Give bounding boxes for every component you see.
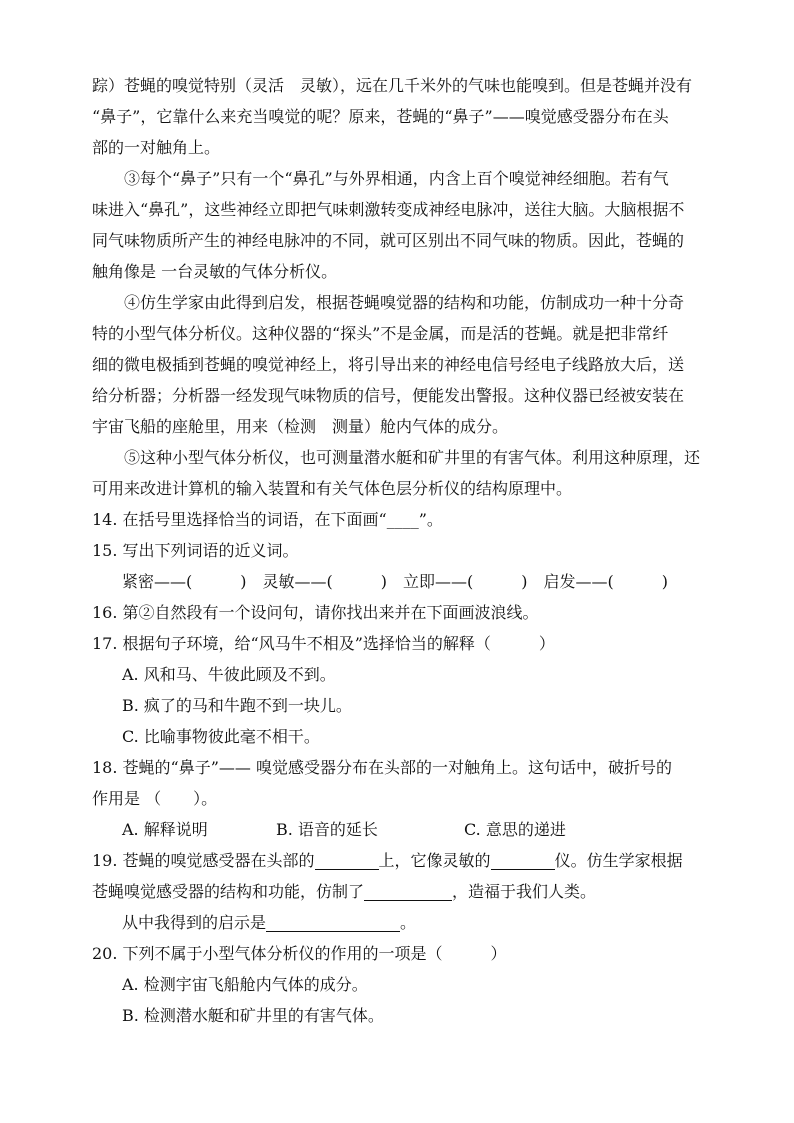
passage-line: 可用来改进计算机的输入装置和有关气体色层分析仪的结构原理中。 — [92, 479, 573, 498]
question-16: 16. 第②自然段有一个设问句，请你找出来并在下面画波浪线。 — [92, 603, 539, 622]
question-18-option-c: C. 意思的递进 — [464, 820, 566, 839]
question-19-cont — [92, 907, 706, 938]
answer-blank[interactable] — [315, 849, 379, 870]
passage-line: 细的微电极插到苍蝇的嗅觉神经上，将引导出来的神经电信号经电子线路放大后，送 — [92, 355, 685, 374]
question-19-text: 仪。仿生学家根据 — [554, 851, 683, 870]
question-20-option-b: B. 检测潜水艇和矿井里的有害气体。 — [122, 1006, 384, 1025]
question-19 — [92, 845, 706, 876]
question-18-option-b: B. 语音的延长 — [276, 820, 378, 839]
passage-line: 踪）苍蝇的嗅觉特别（灵活 灵敏），远在几千米外的气味也能嗅到。但是苍蝇并没有 — [92, 76, 693, 95]
passage-line: 味进入“鼻孔”，这些神经立即把气味刺激转变成神经电脉冲，送往大脑。大脑根据不 — [92, 200, 685, 219]
passage-line: ④仿生学家由此得到启发，根据苍蝇嗅觉器的结构和功能，仿制成功一种十分奇 — [124, 293, 685, 312]
question-14: 14. 在括号里选择恰当的词语，在下面画“____”。 — [92, 510, 443, 529]
question-19-text: 。 — [400, 913, 417, 932]
question-19-text: 苍蝇嗅觉感受器的结构和功能，仿制了 — [92, 882, 365, 901]
passage-line: 部的一对触角上。 — [92, 138, 221, 157]
passage-line: 宇宙飞船的座舱里，用来（检测 测量）舱内气体的成分。 — [92, 417, 509, 436]
question-20-option-a: A. 检测宇宙飞船舱内气体的成分。 — [122, 975, 368, 994]
question-17-option-a: A. 风和马、牛彼此顾及不到。 — [122, 665, 336, 684]
question-15: 15. 写出下列词语的近义词。 — [92, 541, 299, 560]
question-17: 17. 根据句子环境，给“风马牛不相及”选择恰当的解释（ ） — [92, 634, 555, 653]
passage-line: ⑤这种小型气体分析仪，也可测量潜水艇和矿井里的有害气体。利用这种原理，还 — [124, 448, 701, 467]
question-15-words: 紧密——( ) 灵敏——( ) 立即——( ) 启发——( ) — [122, 572, 668, 591]
passage-line: 触角像是 一台灵敏的气体分析仪。 — [92, 262, 338, 281]
question-18-options — [92, 814, 706, 845]
question-18-option-a: A. 解释说明 — [122, 820, 208, 839]
passage-line: ③每个“鼻子”只有一个“鼻孔”与外界相通，内含上百个嗅觉神经细胞。若有气 — [124, 169, 669, 188]
question-20: 20. 下列不属于小型气体分析仪的作用的一项是（ ） — [92, 944, 507, 963]
question-18-cont: 作用是 （ ）。 — [92, 789, 218, 808]
passage-line: “鼻子”，它靠什么来充当嗅觉的呢？原来，苍蝇的“鼻子”——嗅觉感受器分布在头 — [92, 107, 669, 126]
question-19-text: 从中我得到的启示是 — [122, 913, 267, 932]
question-19-text: ，造福于我们人类。 — [452, 882, 597, 901]
question-19-text: 上，它像灵敏的 — [378, 851, 491, 870]
question-17-option-c: C. 比喻事物彼此毫不相干。 — [122, 727, 320, 746]
question-18: 18. 苍蝇的“鼻子”—— 嗅觉感受器分布在头部的一对触角上。这句话中，破折号的 — [92, 758, 672, 777]
passage-line: 特的小型气体分析仪。这种仪器的“探头”不是金属，而是活的苍蝇。就是把非常纤 — [92, 324, 669, 343]
answer-blank[interactable] — [364, 880, 452, 901]
question-17-option-b: B. 疯了的马和牛跑不到一块儿。 — [122, 696, 352, 715]
passage-line: 给分析器；分析器一经发现气味物质的信号，便能发出警报。这种仪器已经被安装在 — [92, 386, 685, 405]
question-19-text: 19. 苍蝇的嗅觉感受器在头部的 — [92, 851, 315, 870]
passage-line: 同气味物质所产生的神经电脉冲的不同，就可区别出不同气味的物质。因此，苍蝇的 — [92, 231, 685, 250]
question-19-cont — [92, 876, 706, 907]
answer-blank[interactable] — [491, 849, 555, 870]
answer-blank[interactable] — [266, 911, 400, 932]
